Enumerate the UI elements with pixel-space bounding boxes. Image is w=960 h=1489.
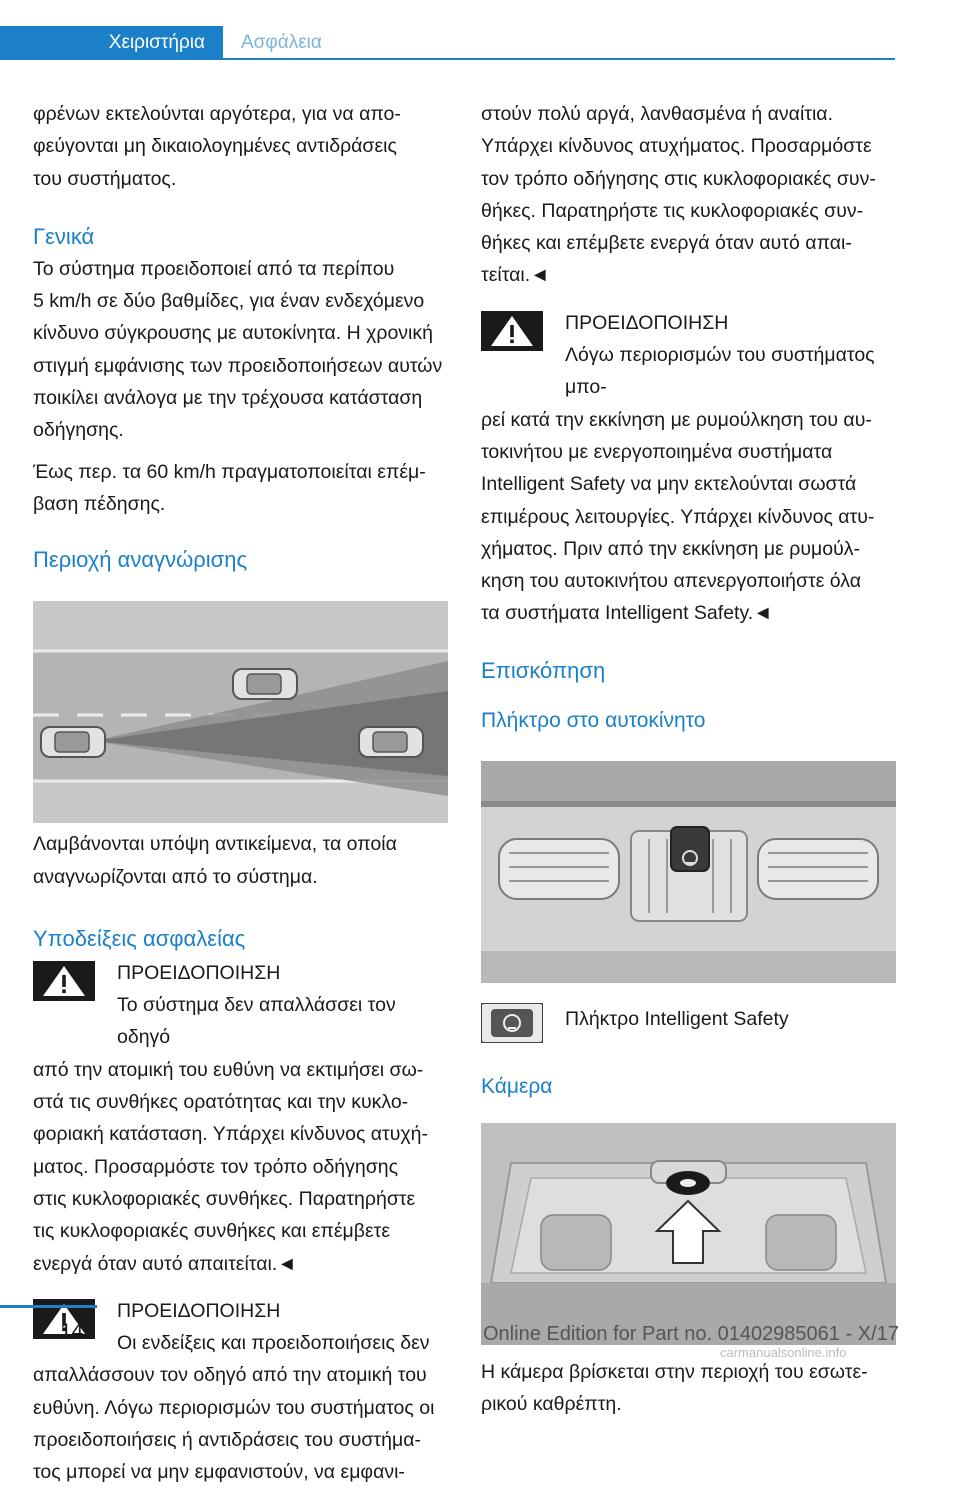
car-front (359, 727, 423, 757)
page-number: 142 (60, 1320, 96, 1343)
button-in-vehicle-heading: Πλήκτρο στο αυτοκίνητο (481, 708, 706, 732)
warning-3-first-line: Λόγω περιορισμών του συστήματος μπο- (565, 344, 875, 399)
warning-1-text: από την ατομική του ευθύνη να εκτιμήσει σω- στά τις συνθήκες ορατότητας και την κυκλο- φοριακή κατάσταση. Υπάρχει κίνδυνος ατυχή- ματος. Προσαρμόστε τον τρόπο οδήγησης στις κυκλοφοριακές συνθήκες. Παρατηρήστε τις κυκλοφοριακές συνθήκες και επέμβετε ενεργά όταν αυτό απαιτείται.◄ (33, 1058, 428, 1275)
button-caption: Πλήκτρο Intelligent Safety (565, 1007, 789, 1030)
warning-3-text: ρεί κατά την εκκίνηση με ρυμούλκηση του αυ- τοκινήτου με ενεργοποιημένα συστήματα Intelligent Safety να μην εκτελούνται σωστά επιμέρους λειτουργίες. Υπάρχει κίνδυνος ατυ- χήματος. Πριν από την εκκίνηση με ρυμούλ- κηση του αυτοκινήτου απενεργοποιήστε όλα τα συστήματα Intelligent Safety.◄ (481, 408, 875, 625)
warning-2-first-line: Οι ενδείξεις και προειδοποιήσεις δεν (117, 1332, 430, 1355)
warning-block-3 (481, 307, 896, 630)
general-heading: Γενικά (33, 223, 95, 249)
warning-1-first-line: Το σύστημα δεν απαλλάσσει τον οδηγό (117, 994, 396, 1049)
header-rule (223, 58, 895, 60)
detection-caption: Λαμβάνονται υπόψη αντικείμενα, τα οποία αναγνωρίζονται από το σύστημα. (33, 833, 397, 888)
tab-safety-label: Ασφάλεια (241, 32, 322, 53)
warning-block-2 (33, 1295, 448, 1489)
tab-safety[interactable] (223, 26, 322, 60)
left-column (33, 98, 448, 1489)
warning-triangle-icon (33, 961, 95, 1001)
car-ahead (233, 669, 297, 699)
general-text-braking: Έως περ. τα 60 km/h πραγματοποιείται επέμ- βαση πέδησης. (33, 460, 426, 515)
footer-rule (0, 1305, 97, 1308)
warning-2-text: απαλλάσσουν τον οδηγό από την ατομική του ευθύνη. Λόγω περιορισμών του συστήματος οι προειδοποιήσεις ή αντιδράσεις του συστήμα- τος μπορεί να μην εμφανιστούν, να εμφανι- (33, 1364, 435, 1484)
safety-notes-heading: Υποδείξεις ασφαλείας (33, 925, 246, 951)
warning-2-title: ΠΡΟΕΙΔΟΠΟΙΗΣΗ (117, 1299, 281, 1322)
right-column (481, 98, 896, 1420)
footer-watermark: carmanualsonline.info (720, 1345, 847, 1360)
warning-3-title: ΠΡΟΕΙΔΟΠΟΙΗΣΗ (565, 311, 729, 334)
button-legend (481, 1003, 896, 1049)
footer-edition: Online Edition for Part no. 01402985061 - X/17 (483, 1323, 899, 1345)
tab-controls[interactable] (0, 26, 223, 60)
warning-block-1 (33, 957, 448, 1280)
warning-triangle-icon (481, 311, 543, 351)
button-figure (481, 761, 896, 983)
right-intro-text: στούν πολύ αργά, λανθασμένα ή αναίτια. Υπάρχει κίνδυνος ατυχήματος. Προσαρμόστε τον τρόπο οδήγησης στις κυκλοφοριακές συν- θήκες. Παρατηρήστε τις κυκλοφοριακές συν- θήκες και επέμβετε ενεργά όταν αυτό απαι- τείται.◄ (481, 103, 876, 287)
intelligent-safety-button-icon (481, 1003, 543, 1043)
tab-controls-label: Χειριστήρια (108, 32, 205, 53)
camera-figure (481, 1123, 896, 1345)
general-text: Το σύστημα προειδοποιεί από τα περίπου 5 km/h σε δύο βαθμίδες, για έναν ενδεχόμενο κίνδυνο σύγκρουσης με αυτοκίνητα. Η χρονική στιγμή εμφάνισης των προειδοποιήσεων αυτών ποικίλει ανάλογα με την τρέχουσα κατάσταση οδήγησης. (33, 257, 443, 442)
warning-1-title: ΠΡΟΕΙΔΟΠΟΙΗΣΗ (117, 961, 281, 984)
camera-caption: Η κάμερα βρίσκεται στην περιοχή του εσωτε- ρικού καθρέπτη. (481, 1360, 868, 1416)
detection-area-figure (33, 601, 448, 823)
car-own (41, 727, 105, 757)
detection-area-heading: Περιοχή αναγνώρισης (33, 547, 248, 573)
page-header (0, 0, 895, 60)
camera-heading: Κάμερα (481, 1074, 553, 1098)
intro-text: φρένων εκτελούνται αργότερα, για να απο- φεύγονται μη δικαιολογημένες αντιδράσεις του συστήματος. (33, 103, 401, 190)
overview-heading: Επισκόπηση (481, 657, 606, 683)
